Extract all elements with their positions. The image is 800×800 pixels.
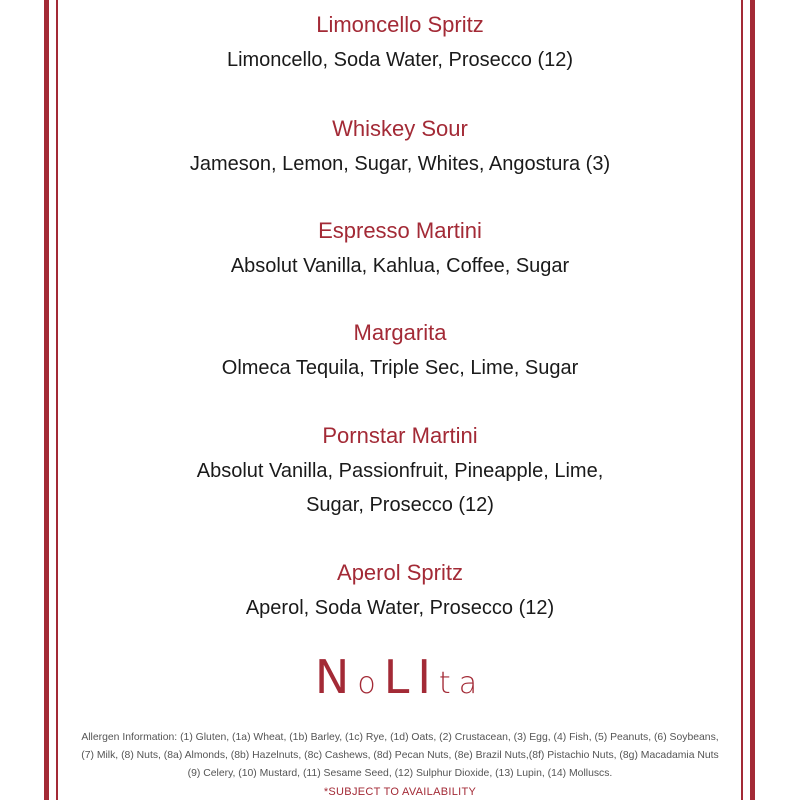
ingredients-line: Absolut Vanilla, Passionfruit, Pineapple, Lime,: [196, 460, 604, 482]
ingredients-line: Olmeca Tequila, Triple Sec, Lime, Sugar: [221, 357, 579, 379]
menu-item-pornstar-martini: [60, 421, 740, 522]
menu-item-ingredients: [60, 43, 740, 77]
menu-item-name: Espresso Martini: [318, 218, 482, 243]
logo-letter: a: [458, 666, 486, 701]
menu-item-ingredients: [60, 454, 740, 522]
logo-letter: t: [438, 666, 459, 701]
menu-item-name: Aperol Spritz: [337, 560, 463, 585]
menu-item-aperol-spritz: [60, 558, 740, 625]
right-border-thin: [741, 0, 743, 800]
ingredients-line: Absolut Vanilla, Kahlua, Coffee, Sugar: [230, 255, 570, 277]
logo-letter: L: [383, 650, 418, 704]
menu-item-name: Margarita: [353, 320, 447, 345]
menu-item-name: Limoncello Spritz: [316, 12, 484, 37]
nolita-logo: [60, 650, 740, 704]
ingredients-line: Jameson, Lemon, Sugar, Whites, Angostura (3): [189, 153, 611, 175]
availability-note: *SUBJECT TO AVAILABILITY: [323, 786, 477, 798]
menu-item-margarita: [60, 318, 740, 385]
logo-letter: I: [417, 650, 439, 704]
allergen-information: Allergen Information: (1) Gluten, (1a) Wheat, (1b) Barley, (1c) Rye, (1d) Oats, (2) Crustacean, (3) Egg, (4) Fish, (5) Peanuts, (6) Soybeans, (7) Milk, (8) Nuts, (8a) Almonds, (8b) Hazelnuts, (8c) Cashews, (8d) Pecan Nuts, (8e) Brazil Nuts,(8f) Pistachio Nuts, (8g) Macadamia Nuts (9) Celery, (10) Mustard, (11) Sesame Seed, (12) Sulphur Dioxide, (13) Lupin, (14) Molluscs.: [81, 732, 719, 779]
ingredients-line: Aperol, Soda Water, Prosecco (12): [245, 597, 555, 619]
right-border-thick: [750, 0, 755, 800]
menu-item-name: Whiskey Sour: [332, 116, 468, 141]
menu-item-ingredients: [60, 249, 740, 283]
ingredients-line: Sugar, Prosecco (12): [306, 494, 494, 516]
left-border-thin: [56, 0, 58, 800]
menu-item-name: Pornstar Martini: [322, 423, 478, 448]
menu-item-espresso-martini: [60, 216, 740, 283]
menu-item-ingredients: [60, 591, 740, 625]
menu-item-ingredients: [60, 351, 740, 385]
logo-letter: N: [314, 650, 358, 704]
left-border-thick: [44, 0, 49, 800]
menu-item-ingredients: [60, 147, 740, 181]
logo-letter: o: [357, 666, 384, 701]
menu-item-limoncello-spritz: [60, 10, 740, 77]
menu-page: [60, 0, 740, 800]
menu-item-whiskey-sour: [60, 114, 740, 181]
ingredients-line: Limoncello, Soda Water, Prosecco (12): [226, 49, 574, 71]
